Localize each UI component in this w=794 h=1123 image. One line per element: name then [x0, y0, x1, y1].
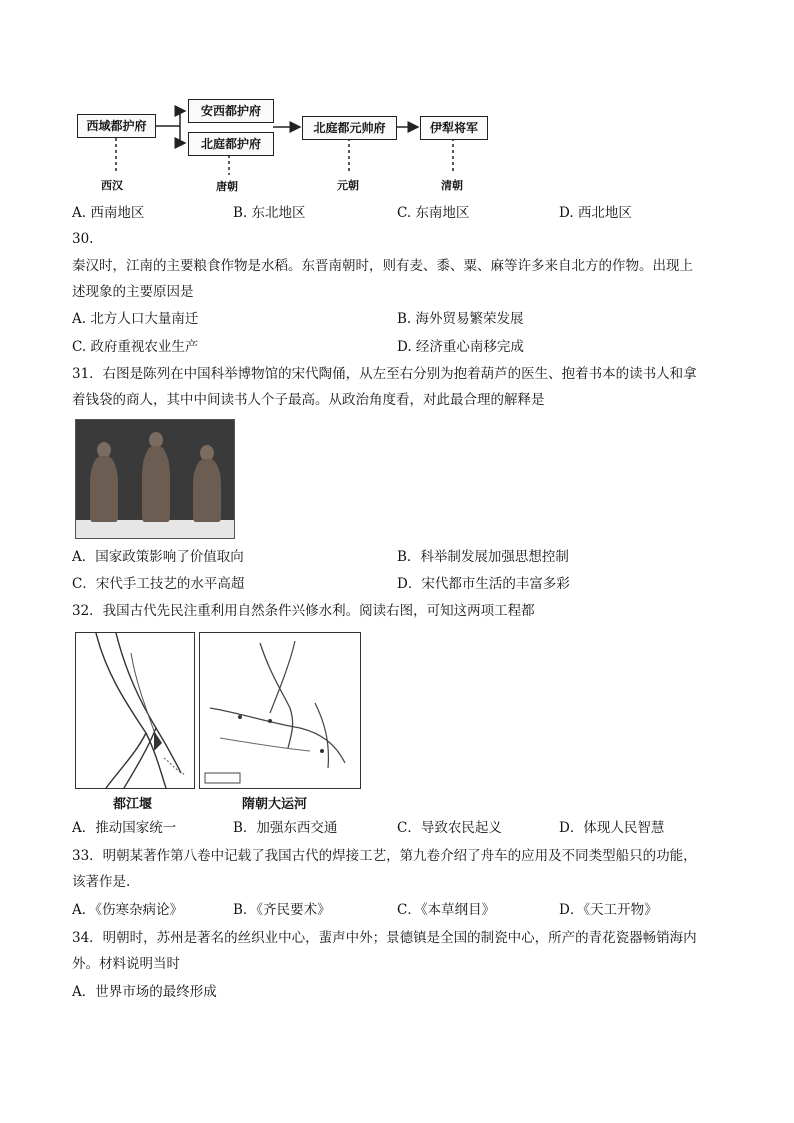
q33-option-b: B．《齐民要术》: [233, 902, 331, 918]
q33-option-c: C．《本草纲目》: [397, 902, 496, 918]
q29-option-c: C. 东南地区: [397, 205, 470, 221]
q30-stem-line1: 秦汉时，江南的主要粮食作物是水稻。东晋南朝时，则有麦、黍、粟、麻等许多来自北方的作物。出现上: [72, 258, 693, 274]
q34-option-a: A．世界市场的最终形成: [72, 984, 217, 1000]
q30-option-d: D. 经济重心南移完成: [397, 339, 524, 355]
q31-option-d: D．宋代都市生活的丰富多彩: [397, 576, 570, 592]
q32-stem: 32．我国古代先民注重利用自然条件兴修水利。阅读右图，可知这两项工程都: [72, 603, 535, 619]
q30-stem-line2: 述现象的主要原因是: [72, 284, 194, 300]
q31-option-b: B．科举制发展加强思想控制: [397, 549, 569, 565]
caption-dujiangyan: 都江堰: [113, 797, 153, 812]
q32-option-b: B．加强东西交通: [233, 820, 338, 836]
q32-option-c: C．导致农民起义: [397, 820, 502, 836]
box-beiting-yuanshuai: 北庭都元帅府: [302, 116, 397, 140]
q32-option-d: D．体现人民智慧: [559, 820, 665, 836]
q30-option-b: B. 海外贸易繁荣发展: [397, 311, 524, 327]
q33-stem-line2: 该著作是.: [72, 874, 131, 890]
figurine-scholar: [142, 446, 170, 522]
figurine-doctor: [90, 456, 118, 522]
q31-option-a: A．国家政策影响了价值取向: [72, 549, 244, 565]
q34-stem-line2: 外。材料说明当时: [72, 956, 180, 972]
era-yuan: 元朝: [337, 179, 359, 192]
q30-option-c: C. 政府重视农业生产: [72, 339, 199, 355]
q33-option-d: D．《天工开物》: [559, 902, 658, 918]
q29-option-d: D. 西北地区: [559, 205, 632, 221]
grand-canal-drawing: [200, 633, 360, 788]
q29-option-b: B. 东北地区: [233, 205, 306, 221]
era-tang: 唐朝: [216, 180, 238, 193]
q29-option-a: A. 西南地区: [72, 205, 145, 221]
box-western-regions: 西域都护府: [77, 114, 156, 138]
caption-sui-grand-canal: 隋朝大运河: [242, 797, 308, 812]
q31-option-c: C．宋代手工技艺的水平高超: [72, 576, 245, 592]
q33-option-a: A．《伤寒杂病论》: [72, 902, 183, 918]
song-pottery-figurines-photo: [75, 419, 235, 539]
sui-grand-canal-map: [199, 632, 361, 789]
flow-diagram-lines: [0, 0, 794, 200]
dujiangyan-map: [75, 632, 195, 789]
dujiangyan-river-drawing: [76, 633, 194, 788]
q31-stem-line1: 31．右图是陈列在中国科举博物馆的宋代陶俑，从左至右分别为抱着葫芦的医生、抱着书本的读书人和拿: [72, 366, 697, 382]
q32-option-a: A．推动国家统一: [72, 820, 177, 836]
era-western-han: 西汉: [101, 179, 123, 192]
q34-stem-line1: 34．明朝时，苏州是著名的丝织业中心，蜚声中外；景德镇是全国的制瓷中心，所产的青花瓷器畅销海内: [72, 930, 697, 946]
figurine-merchant: [193, 459, 221, 522]
q31-stem-line2: 着钱袋的商人，其中中间读书人个子最高。从政治角度看，对此最合理的解释是: [72, 392, 545, 408]
q30-number: 30.: [72, 231, 94, 247]
era-qing: 清朝: [441, 179, 463, 192]
box-beiting: 北庭都护府: [188, 132, 274, 156]
box-anxi: 安西都护府: [188, 99, 274, 123]
q30-option-a: A. 北方人口大量南迁: [72, 311, 199, 327]
q33-stem-line1: 33．明朝某著作第八卷中记载了我国古代的焊接工艺，第九卷介绍了舟车的应用及不同类型船只的功能，: [72, 848, 697, 864]
box-yili: 伊犁将军: [420, 116, 488, 140]
